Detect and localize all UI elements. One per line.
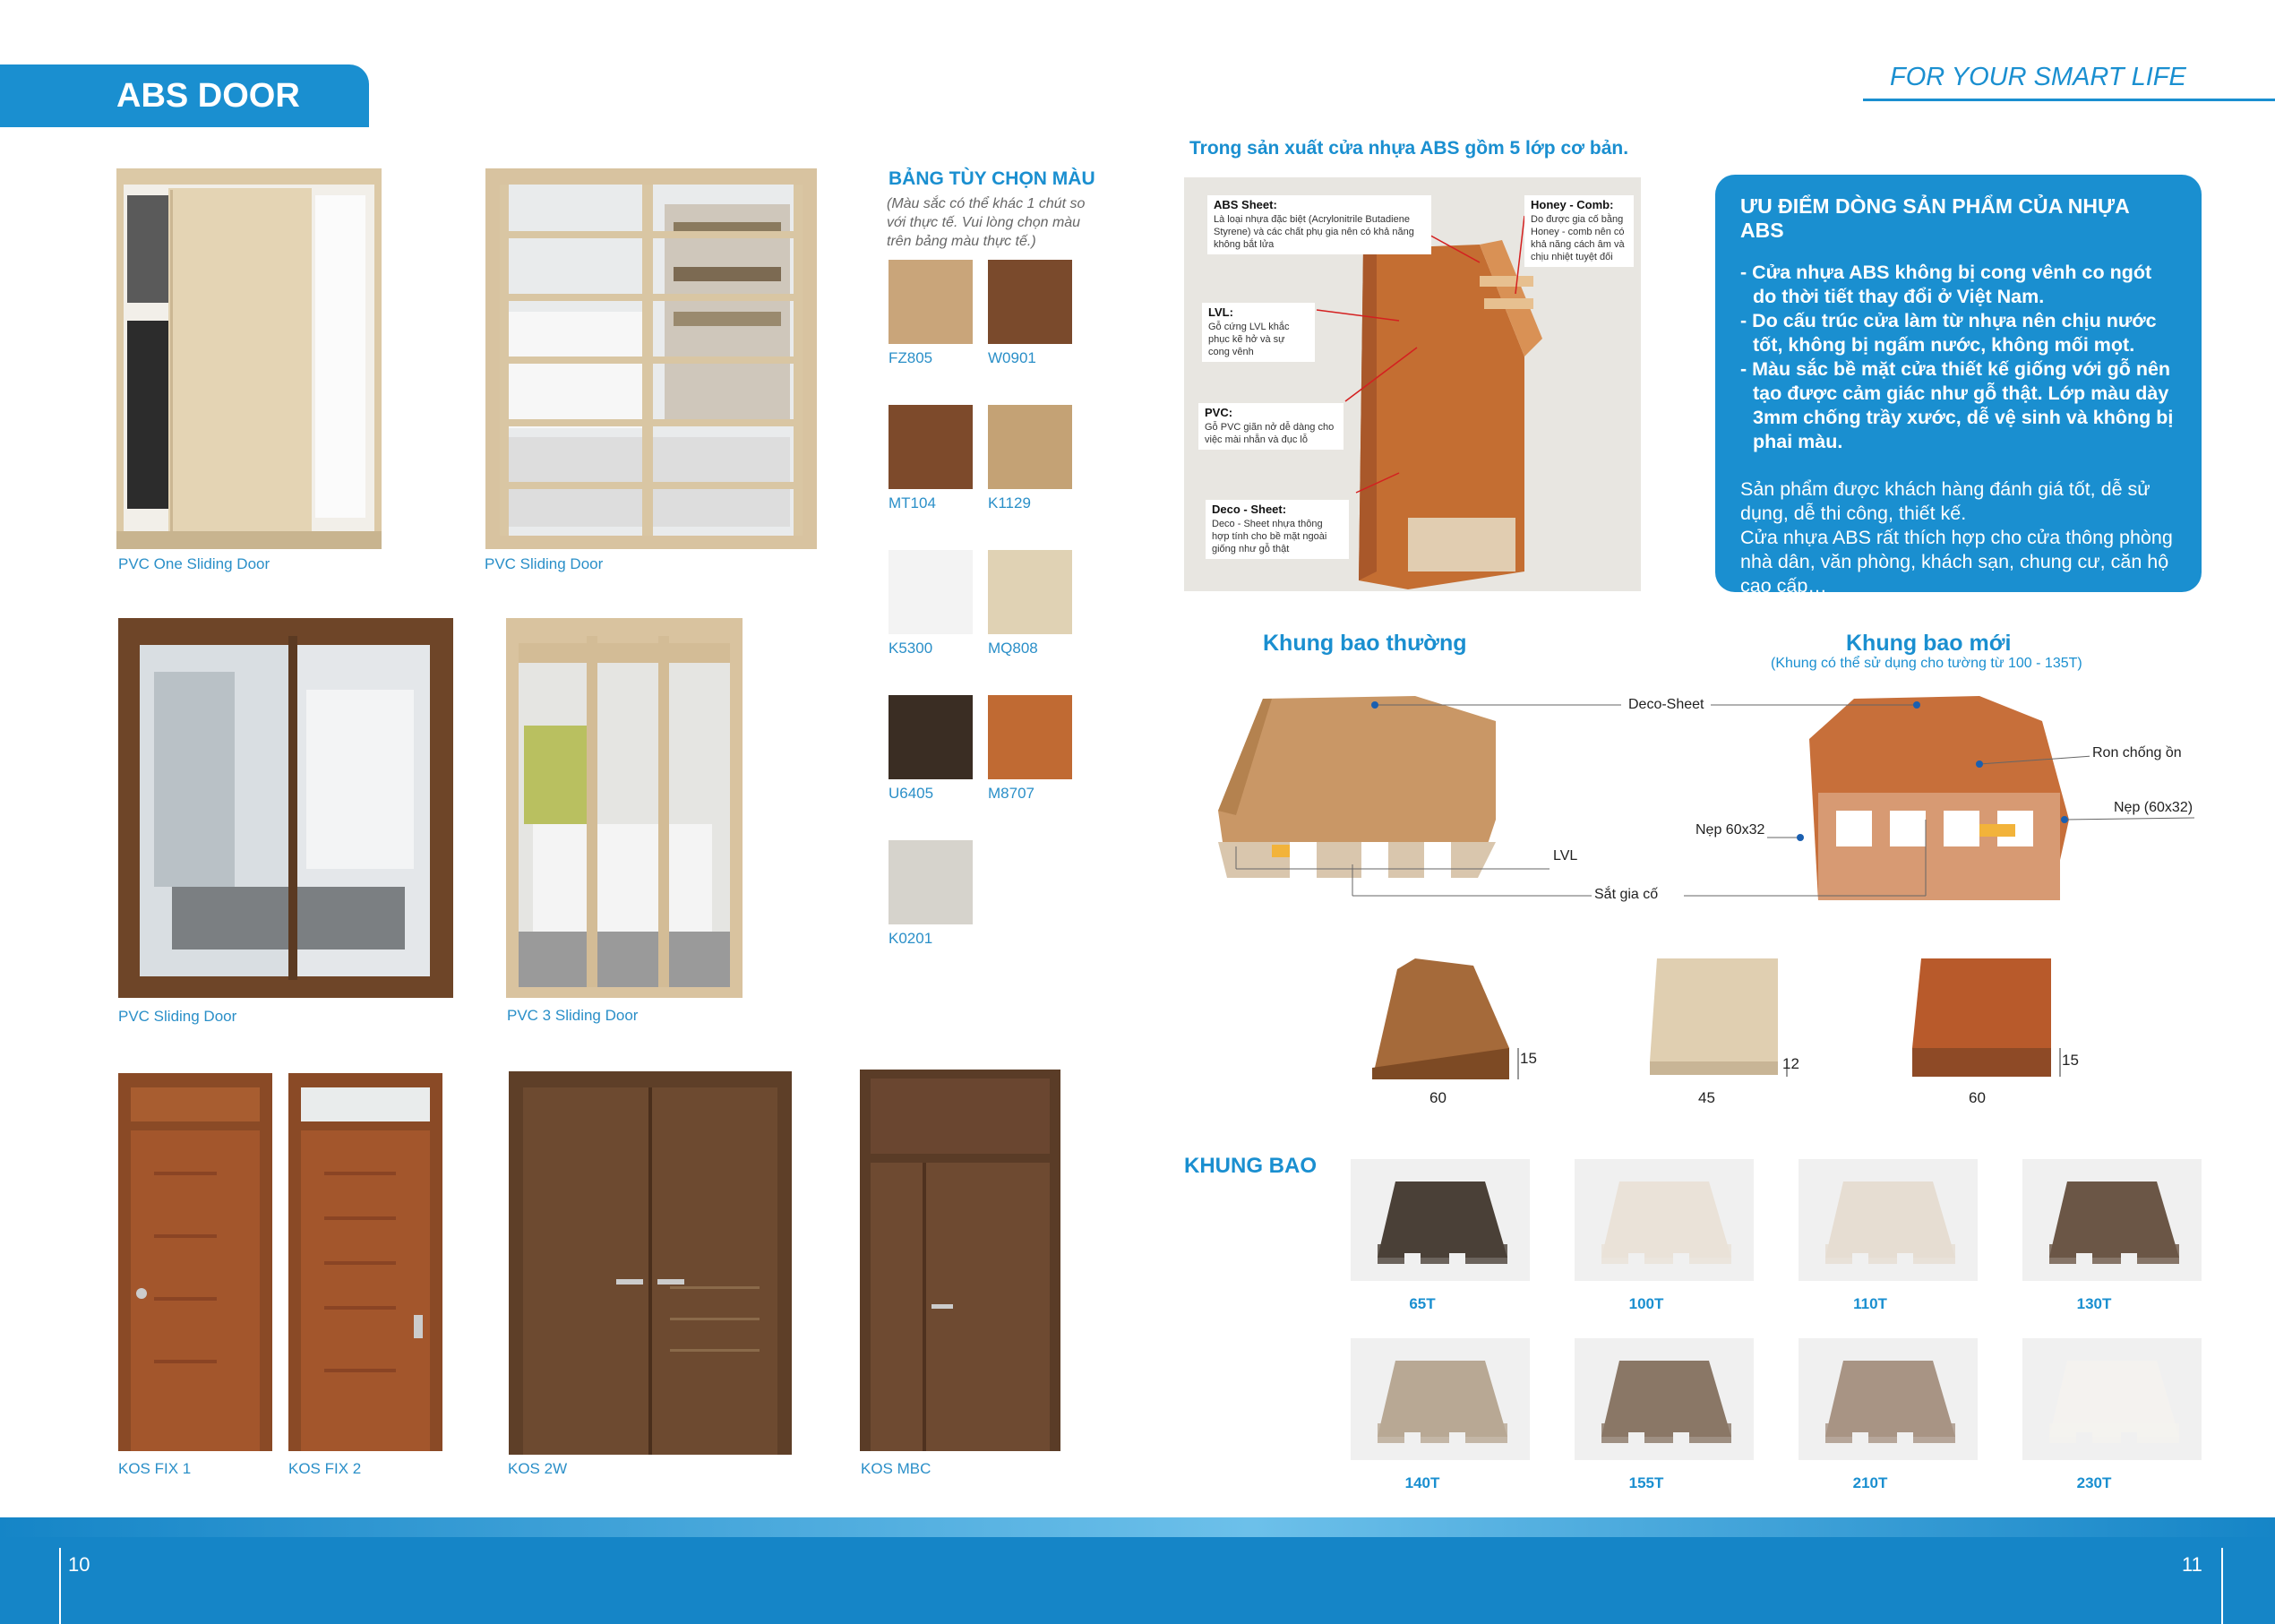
khung-bao-title: KHUNG BAO (1184, 1154, 1317, 1178)
swatch-code: K5300 (889, 640, 933, 657)
khung-bao-label: 140T (1404, 1474, 1440, 1491)
footer-gradient-strip (0, 1517, 2275, 1537)
page-number-left: 10 (68, 1553, 90, 1576)
khung-bao-photo (1575, 1338, 1754, 1460)
khung-bao-photo (1575, 1159, 1754, 1281)
color-swatch (988, 550, 1072, 634)
label-nep-left: Nẹp 60x32 (1693, 822, 1767, 838)
moulding-height: 15 (2062, 1052, 2079, 1069)
label-sat-gia-co: Sắt gia cố (1592, 887, 1661, 903)
advantages-panel (1715, 175, 2202, 597)
layers-diagram (1184, 177, 1641, 591)
advantage-item: - Màu sắc bề mặt cửa thiết kế giống với gỗ nên tạo được cảm giác như gỗ thật. Lớp màu dày 3mm chống trầy xước, dễ vệ sinh và không bị phai màu. (1740, 358, 2174, 452)
moulding-height: 15 (1520, 1050, 1537, 1067)
advantages-paragraph: Cửa nhựa ABS rất thích hợp cho cửa thông phòng nhà dân, văn phòng, khách sạn, chung cư, căn hộ cao cấp… (1740, 527, 2173, 597)
layer-label-abs-sheet: ABS Sheet: Là loại nhựa đặc biệt (Acrylonitrile Butadiene Styrene) và các chất phụ gia nên có khả năng không bắt lửa (1207, 195, 1431, 254)
swatch-code: MQ808 (988, 640, 1038, 657)
color-swatch (988, 260, 1072, 344)
door-photo-pvc-sliding-brown (118, 618, 453, 998)
door-photo-kos-2w (509, 1071, 792, 1455)
layer-label-lvl: LVL: Gỗ cứng LVL khắc phục kẽ hở và sự cong vênh (1202, 303, 1315, 362)
swatch-code: MT104 (889, 494, 936, 511)
khung-bao-photo (1351, 1338, 1530, 1460)
khung-bao-photo (1799, 1159, 1978, 1281)
door-photo-pvc-sliding-grid (485, 168, 817, 549)
label-nep-right: Nẹp (60x32) (2111, 800, 2195, 816)
frame-new-title: Khung bao mới (1846, 631, 2012, 656)
khung-bao-label: 210T (1852, 1474, 1888, 1491)
door-photo-pvc-3-sliding (506, 618, 743, 998)
khung-bao-label: 130T (2076, 1295, 2112, 1312)
door-caption: PVC 3 Sliding Door (507, 1007, 639, 1024)
khung-bao-label: 65T (1409, 1295, 1436, 1312)
door-caption: PVC One Sliding Door (118, 555, 270, 572)
frame-normal-title: Khung bao thường (1263, 631, 1467, 656)
door-caption: PVC Sliding Door (485, 555, 604, 572)
frame-new-subtitle: (Khung có thể sử dụng cho tường từ 100 - 135T) (1771, 656, 2082, 671)
footer-divider-right (2221, 1548, 2223, 1624)
door-photo-kos-fix-2 (288, 1073, 442, 1451)
khung-bao-photo (1351, 1159, 1530, 1281)
moulding-width: 60 (1969, 1089, 1986, 1106)
moulding-width: 60 (1429, 1089, 1447, 1106)
moulding-height: 12 (1782, 1055, 1799, 1072)
label-deco-sheet: Deco-Sheet (1626, 697, 1707, 713)
page-number-right: 11 (2182, 1553, 2202, 1576)
khung-bao-label: 155T (1628, 1474, 1664, 1491)
color-swatch (889, 405, 973, 489)
advantage-item: - Cửa nhựa ABS không bị cong vênh co ngót do thời tiết thay đổi ở Việt Nam. (1740, 262, 2152, 307)
swatch-code: U6405 (889, 785, 934, 802)
advantages-paragraph: Sản phẩm được khách hàng đánh giá tốt, dễ sử dụng, dễ thi công, thiết kế. (1740, 478, 2151, 524)
color-swatch (889, 260, 973, 344)
label-lvl: LVL (1550, 848, 1580, 864)
layer-label-pvc: PVC: Gỗ PVC giãn nở dễ dàng cho việc mài nhẵn và đục lỗ (1198, 403, 1344, 450)
color-swatch (889, 840, 973, 924)
color-swatch (889, 550, 973, 634)
swatch-code: M8707 (988, 785, 1034, 802)
khung-bao-label: 230T (2076, 1474, 2112, 1491)
door-caption: KOS FIX 1 (118, 1460, 192, 1477)
door-photo-kos-fix-1 (118, 1073, 272, 1451)
door-caption: PVC Sliding Door (118, 1008, 237, 1025)
swatch-note: (Màu sắc có thể khác 1 chút so với thực tế. Vui lòng chọn màu trên bảng màu thực tế.) (887, 196, 1086, 249)
khung-bao-label: 100T (1628, 1295, 1664, 1312)
swatch-code: FZ805 (889, 349, 933, 366)
door-caption: KOS FIX 2 (288, 1460, 362, 1477)
layers-title: Trong sản xuất cửa nhựa ABS gồm 5 lớp cơ bản. (1189, 138, 1629, 159)
color-swatch (889, 695, 973, 779)
color-swatch (988, 695, 1072, 779)
advantages-title: ƯU ĐIỂM DÒNG SẢN PHẨM CỦA NHỰA ABS (1740, 194, 2129, 242)
advantage-item: - Do cấu trúc cửa làm từ nhựa nên chịu nước tốt, không bị ngấm nước, không mối mọt. (1740, 310, 2157, 356)
khung-bao-photo (1799, 1338, 1978, 1460)
frame-profiles-diagram (1209, 685, 2239, 918)
slogan-underline (1863, 99, 2275, 101)
moulding-width: 45 (1698, 1089, 1715, 1106)
khung-bao-photo (2022, 1338, 2202, 1460)
door-photo-kos-mbc (860, 1070, 1060, 1451)
footer-divider-left (59, 1548, 61, 1624)
swatch-table-title: BẢNG TÙY CHỌN MÀU (889, 168, 1095, 189)
color-swatch (988, 405, 1072, 489)
swatch-code: K0201 (889, 930, 933, 947)
door-photo-pvc-one-sliding (116, 168, 382, 549)
label-ron-chong-on: Ron chống ồn (2090, 745, 2185, 761)
swatch-code: W0901 (988, 349, 1036, 366)
door-caption: KOS MBC (861, 1460, 931, 1477)
layer-label-honey-comb: Honey - Comb: Do được gia cố bằng Honey - comb nên có khả năng cách âm và chịu nhiệt tuyệt đối (1524, 195, 1634, 267)
page-title: ABS DOOR (116, 77, 300, 115)
layer-label-deco-sheet: Deco - Sheet: Deco - Sheet nhựa thông hợp tính cho bề mặt ngoài giống như gỗ thật (1206, 500, 1349, 559)
khung-bao-label: 110T (1853, 1295, 1887, 1312)
slogan: FOR YOUR SMART LIFE (1890, 63, 2186, 91)
moulding-profiles (1361, 949, 2096, 1084)
khung-bao-photo (2022, 1159, 2202, 1281)
door-caption: KOS 2W (508, 1460, 568, 1477)
swatch-code: K1129 (988, 494, 1031, 511)
